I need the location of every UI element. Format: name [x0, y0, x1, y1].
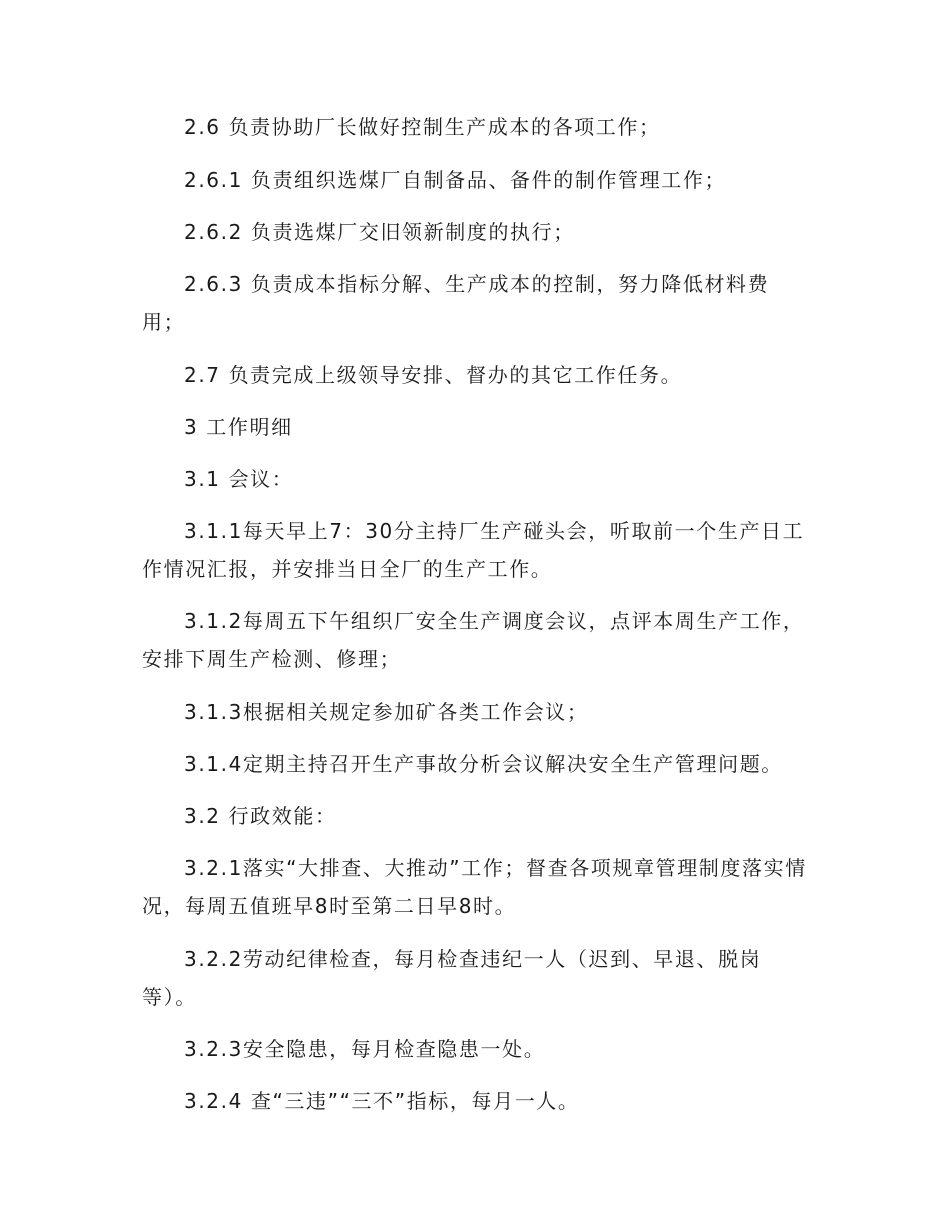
paragraph-3-1-3: 3.1.3根据相关规定参加矿各类工作会议；	[184, 700, 589, 724]
paragraph-3-2-1: 3.2.1落实“大排查、大推动”工作；督查各项规章管理制度落实情况，每周五值班早8时至第二日早8时。	[142, 856, 807, 918]
paragraph-3-2-2: 3.2.2劳动纪律检查，每月检查违纪一人（迟到、早退、脱岗等）。	[142, 947, 762, 1009]
paragraph-3-2-4: 3.2.4 查“三违”“三不”指标，每月一人。	[184, 1089, 580, 1113]
subsection-heading-3-1: 3.1 会议：	[184, 467, 294, 491]
paragraph-2-6: 2.6 负责协助厂长做好控制生产成本的各项工作；	[184, 115, 661, 139]
paragraph-2-7: 2.7 负责完成上级领导安排、督办的其它工作任务。	[184, 363, 683, 387]
paragraph-2-6-1: 2.6.1 负责组织选煤厂自制备品、备件的制作管理工作；	[184, 168, 727, 192]
paragraph-3-1-2: 3.1.2每周五下午组织厂安全生产调度会议，点评本周生产工作，安排下周生产检测、修理；	[142, 609, 805, 671]
paragraph-3-2-3: 3.2.3安全隐患，每月检查隐患一处。	[184, 1037, 546, 1061]
subsection-heading-3-2: 3.2 行政效能：	[184, 804, 337, 828]
section-heading-3: 3 工作明细	[184, 415, 293, 439]
paragraph-3-1-4: 3.1.4定期主持召开生产事故分析会议解决安全生产管理问题。	[184, 752, 783, 776]
paragraph-2-6-3: 2.6.3 负责成本指标分解、生产成本的控制，努力降低材料费用；	[142, 272, 770, 334]
paragraph-3-1-1: 3.1.1每天早上7：30分主持厂生产碰头会，听取前一个生产日工作情况汇报，并安排当日全厂的生产工作。	[142, 519, 805, 581]
paragraph-2-6-2: 2.6.2 负责选煤厂交旧领新制度的执行；	[184, 220, 575, 244]
